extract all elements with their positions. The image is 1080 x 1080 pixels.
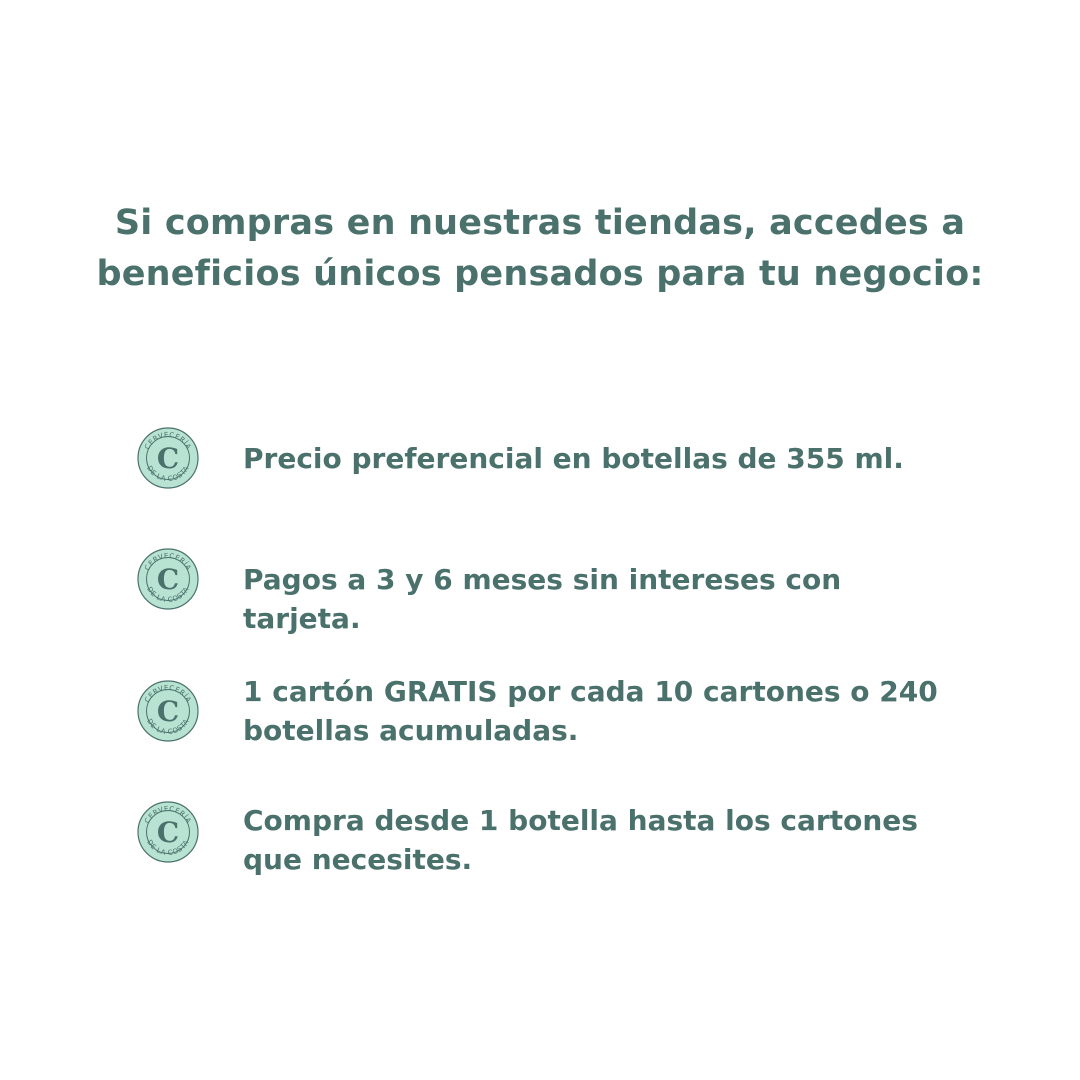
cerveceria-de-la-costa-seal-icon (137, 548, 199, 610)
svg-text:C: C (156, 442, 180, 475)
svg-text:DE LA COSTA: DE LA COSTA (145, 585, 191, 605)
benefit-text: Precio preferencial en botellas de 355 ml. (243, 442, 904, 475)
svg-text:CERVECERÍA: CERVECERÍA (143, 551, 193, 572)
svg-text:C: C (156, 563, 180, 596)
cerveceria-de-la-costa-seal-icon (137, 801, 199, 863)
svg-text:C: C (156, 695, 180, 728)
svg-text:DE LA COSTA: DE LA COSTA (145, 717, 191, 737)
svg-text:CERVECERÍA: CERVECERÍA (143, 804, 193, 825)
svg-text:DE LA COSTA: DE LA COSTA (145, 464, 191, 484)
svg-text:C: C (156, 816, 180, 849)
headline-line-1: Si compras en nuestras tiendas, accedes a (114, 203, 966, 243)
benefit-text: Pagos a 3 y 6 meses sin intereses con tarjeta. (243, 563, 842, 635)
svg-text:CERVECERÍA: CERVECERÍA (143, 430, 193, 451)
cerveceria-de-la-costa-seal-icon (137, 427, 199, 489)
benefit-text: 1 cartón GRATIS por cada 10 cartones o 240 botellas acumuladas. (243, 675, 938, 747)
svg-text:DE LA COSTA: DE LA COSTA (145, 838, 191, 858)
svg-text:CERVECERÍA: CERVECERÍA (143, 683, 193, 704)
cerveceria-de-la-costa-seal-icon (137, 680, 199, 742)
headline-line-2: beneficios únicos pensados para tu negocio: (96, 254, 984, 294)
benefit-text: Compra desde 1 botella hasta los cartones que necesites. (243, 804, 918, 876)
